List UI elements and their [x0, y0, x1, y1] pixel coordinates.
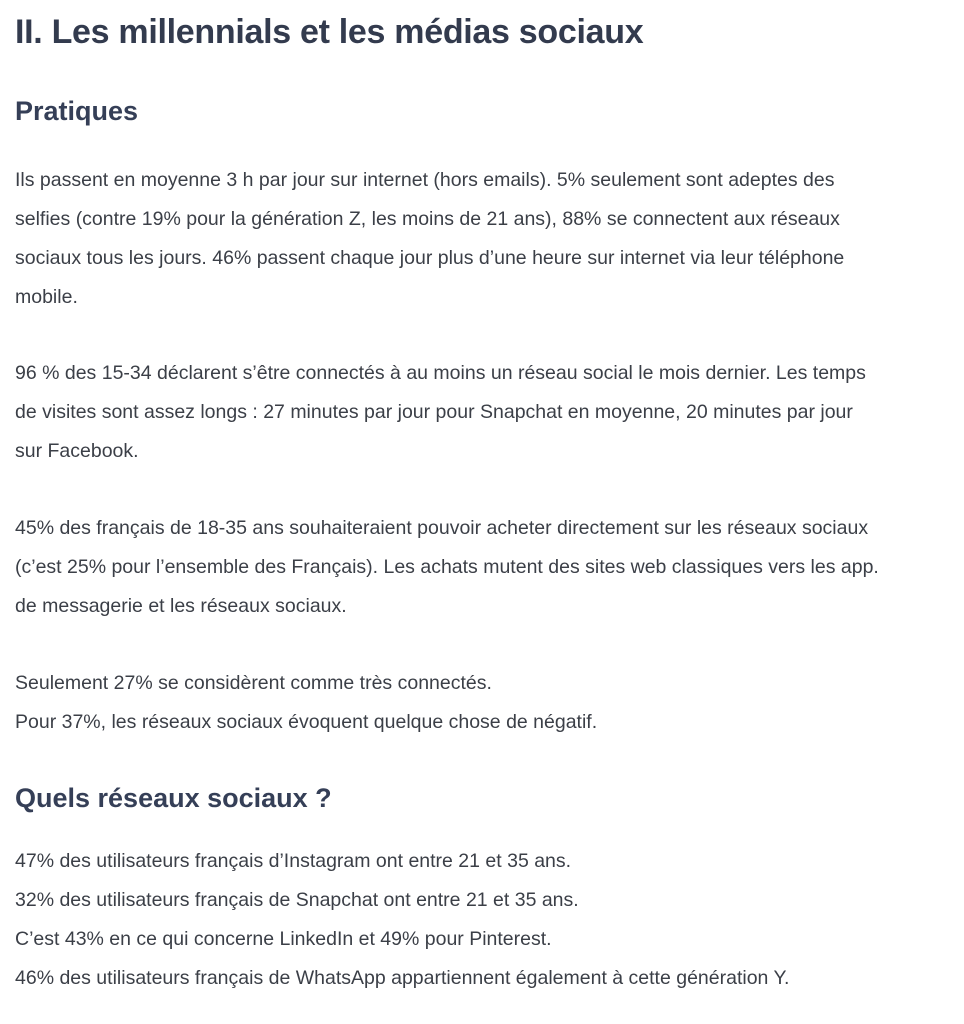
paragraph-line: 32% des utilisateurs français de Snapchat ont entre 21 et 35 ans.: [15, 889, 579, 911]
subsection-title-pratiques: Pratiques: [15, 96, 139, 126]
paragraph-social-shopping: [15, 509, 960, 626]
page-title: II. Les millennials et les médias sociaux: [15, 13, 644, 51]
paragraph-line: selfies (contre 19% pour la génération Z, les moins de 21 ans), 88% se connectent aux réseaux: [15, 208, 840, 230]
paragraph-line: Seulement 27% se considèrent comme très connectés.: [15, 672, 492, 694]
paragraph-line: 47% des utilisateurs français d’Instagram ont entre 21 et 35 ans.: [15, 850, 572, 872]
subsection-title-quels-reseaux: Quels réseaux sociaux ?: [15, 783, 332, 813]
paragraph-network-stats: [15, 842, 960, 998]
paragraph-line: C’est 43% en ce qui concerne LinkedIn et 49% pour Pinterest.: [15, 928, 552, 950]
paragraph-line: sur Facebook.: [15, 440, 139, 462]
paragraph-line: 96 % des 15-34 déclarent s’être connectés à au moins un réseau social le mois dernier. Les temps: [15, 362, 866, 384]
paragraph-usage-time: [15, 161, 960, 317]
paragraph-line: mobile.: [15, 286, 78, 308]
paragraph-line: sociaux tous les jours. 46% passent chaque jour plus d’une heure sur internet via leur téléphone: [15, 247, 845, 269]
paragraph-line: (c’est 25% pour l’ensemble des Français). Les achats mutent des sites web classiques vers les app.: [15, 556, 879, 578]
paragraph-line: Ils passent en moyenne 3 h par jour sur internet (hors emails). 5% seulement sont adeptes des: [15, 169, 835, 191]
paragraph-social-connection: [15, 354, 960, 471]
paragraph-line: 45% des français de 18-35 ans souhaiteraient pouvoir acheter directement sur les réseaux sociaux: [15, 517, 869, 539]
paragraph-line: 46% des utilisateurs français de WhatsApp appartiennent également à cette génération Y.: [15, 967, 790, 989]
paragraph-line: de messagerie et les réseaux sociaux.: [15, 595, 347, 617]
paragraph-line: Pour 37%, les réseaux sociaux évoquent quelque chose de négatif.: [15, 711, 598, 733]
paragraph-line: de visites sont assez longs : 27 minutes par jour pour Snapchat en moyenne, 20 minutes par jour: [15, 401, 853, 423]
paragraph-connectedness: [15, 664, 960, 742]
